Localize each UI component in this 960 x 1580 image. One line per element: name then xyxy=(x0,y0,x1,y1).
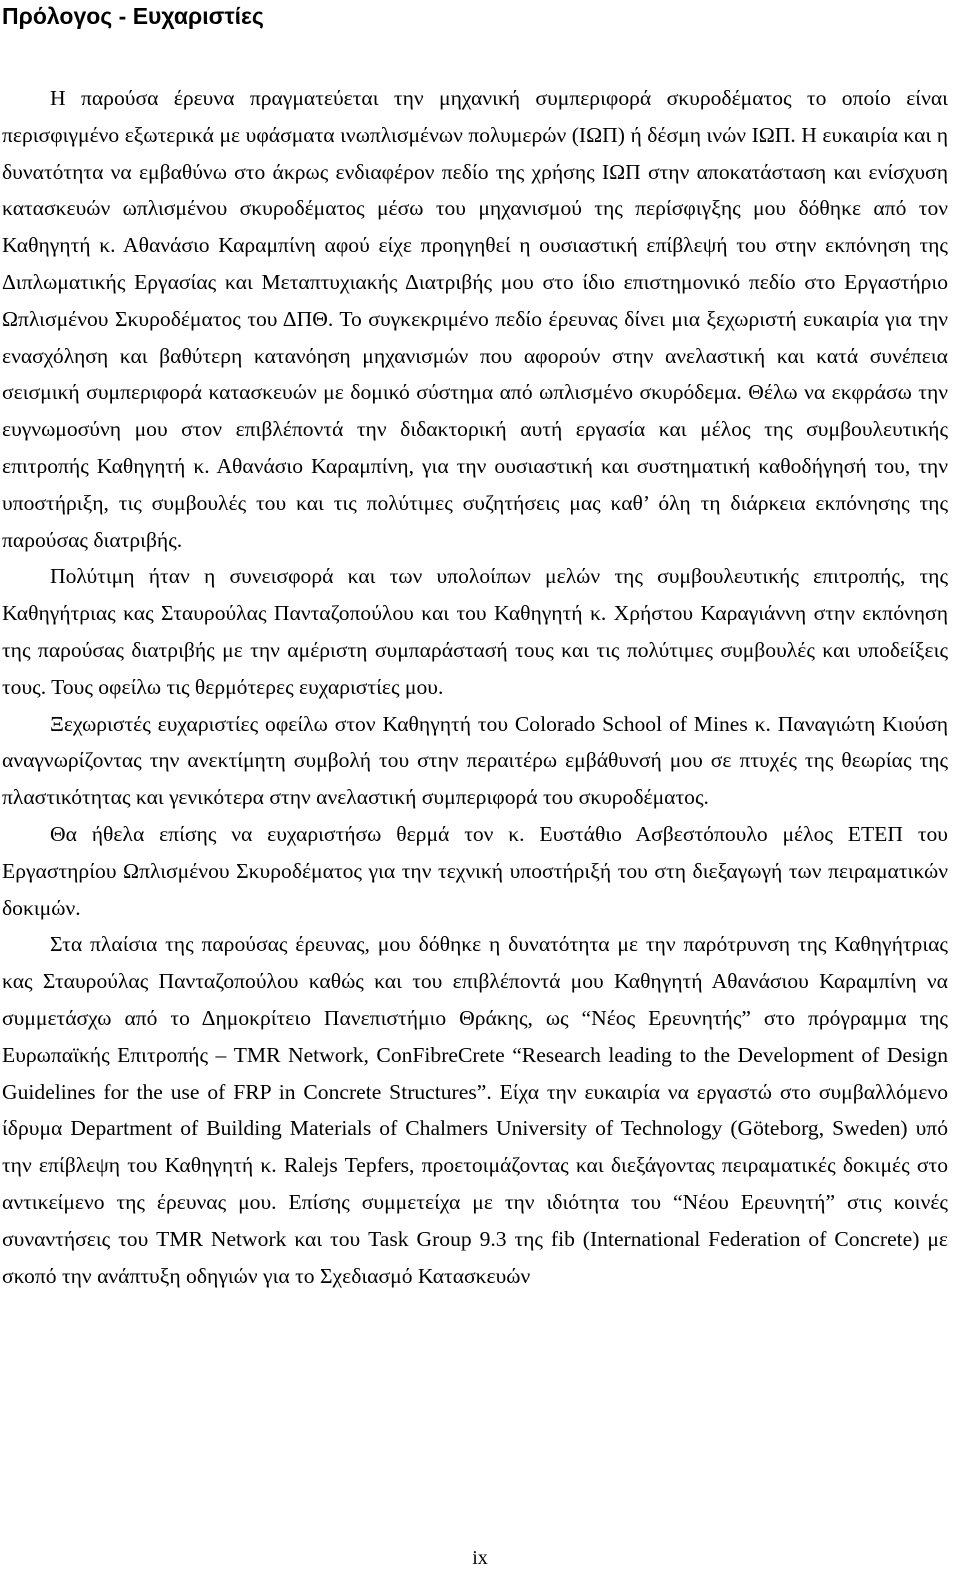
paragraph-technical-support-thanks: Θα ήθελα επίσης να ευχαριστήσω θερμά τον κ. Ευστάθιο Ασβεστόπουλο μέλος ΕΤΕΠ του Εργαστηρίου Ωπλισμένου Σκυροδέματος για την τεχνική υποστήριξή του στη διεξαγωγή των πειραματικών δοκιμών. xyxy=(2,821,948,920)
paragraph-research-intro: Η παρούσα έρευνα πραγματεύεται την μηχανική συμπεριφορά σκυροδέματος το οποίο είναι περισφιγμένο εξωτερικά με υφάσματα ινωπλισμένων πολυμερών (ΙΩΠ) ή δέσμη ινών ΙΩΠ. Η ευκαιρία και η δυνατότητα να εμβαθύνω στο άκρως ενδιαφέρον πεδίο της χρήσης ΙΩΠ στην αποκατάσταση και ενίσχυση κατασκευών ωπλισμένου σκυροδέματος μέσω του μηχανισμού της περίσφιγξης μου δόθηκε από τον Καθηγητή κ. Αθανάσιο Καραμπίνη αφού είχε προηγηθεί η ουσιαστική επίβλεψή του στην εκπόνηση της Διπλωματικής Εργασίας και Μεταπτυχιακής Διατριβής μου στο ίδιο επιστημονικό πεδίο στο Εργαστήριο Ωπλισμένου Σκυροδέματος του ΔΠΘ. Το συγκεκριμένο πεδίο έρευνας δίνει μια ξεχωριστή ευκαιρία για την ενασχόληση και βαθύτερη κατανόηση μηχανισμών που αφορούν στην ανελαστική και κατά συνέπεια σεισμική συμπεριφορά κατασκευών με δομικό σύστημα από ωπλισμένο σκυρόδεμα. Θέλω να εκφράσω την ευγνωμοσύνη μου στον επιβλέποντά την διδακτορική αυτή εργασία και μέλος της συμβουλευτικής επιτροπής Καθηγητή κ. Αθανάσιο Καραμπίνη, για την ουσιαστική και συστηματική καθοδήγησή του, την υποστήριξη, τις συμβουλές του και τις πολύτιμες συζητήσεις μας καθ’ όλη τη διάρκεια εκπόνησης της παρούσας διατριβής. xyxy=(2,86,948,552)
paragraph-kiousis-thanks: Ξεχωριστές ευχαριστίες οφείλω στον Καθηγητή του Colorado School of Mines κ. Παναγιώτη Κιούση αναγνωρίζοντας την ανεκτίμητη συμβολή του στην περαιτέρω εμβάθυνσή μου σε πτυχές της θεωρίας της πλαστικότητας και γενικότερα στην ανελαστική συμπεριφορά του σκυροδέματος. xyxy=(2,711,948,810)
paragraph-committee-thanks: Πολύτιμη ήταν η συνεισφορά και των υπολοίπων μελών της συμβουλευτικής επιτροπής, της Καθηγήτριας κας Σταυρούλας Πανταζοπούλου και του Καθηγητή κ. Χρήστου Καραγιάννη στην εκπόνηση της παρούσας διατριβής με την αμέριστη συμπαράστασή τους και τις πολύτιμες συμβουλές και υποδείξεις τους. Τους οφείλω τις θερμότερες ευχαριστίες μου. xyxy=(2,564,948,699)
page-number: ix xyxy=(472,1547,488,1569)
page-title: Πρόλογος - Ευχαριστίες xyxy=(2,3,264,29)
document-body xyxy=(2,80,948,1294)
paragraph-tmr-network: Στα πλαίσια της παρούσας έρευνας, μου δόθηκε η δυνατότητα με την παρότρυνση της Καθηγήτριας κας Σταυρούλας Πανταζοπούλου καθώς και του επιβλέποντά μου Καθηγητή Αθανάσιου Καραμπίνη να συμμετάσχω από το Δημοκρίτειο Πανεπιστήμιο Θράκης, ως “Νέος Ερευνητής” στο πρόγραμμα της Ευρωπαϊκής Επιτροπής – TMR Network, ConFibreCrete “Research leading to the Development of Design Guidelines for the use of FRP in Concrete Structures”. Είχα την ευκαιρία να εργαστώ στο συμβαλλόμενο ίδρυμα Department of Building Materials of Chalmers University of Technology (Göteborg, Sweden) υπό την επίβλεψη του Καθηγητή κ. Ralejs Tepfers, προετοιμάζοντας και διεξάγοντας πειραματικές δοκιμές στο αντικείμενο της έρευνας μου. Επίσης συμμετείχα με την ιδιότητα του “Νέου Ερευνητή” στις κοινές συναντήσεις του TMR Network και του Task Group 9.3 της fib (International Federation of Concrete) με σκοπό την ανάπτυξη οδηγιών για το Σχεδιασμό Κατασκευών xyxy=(2,932,948,1288)
